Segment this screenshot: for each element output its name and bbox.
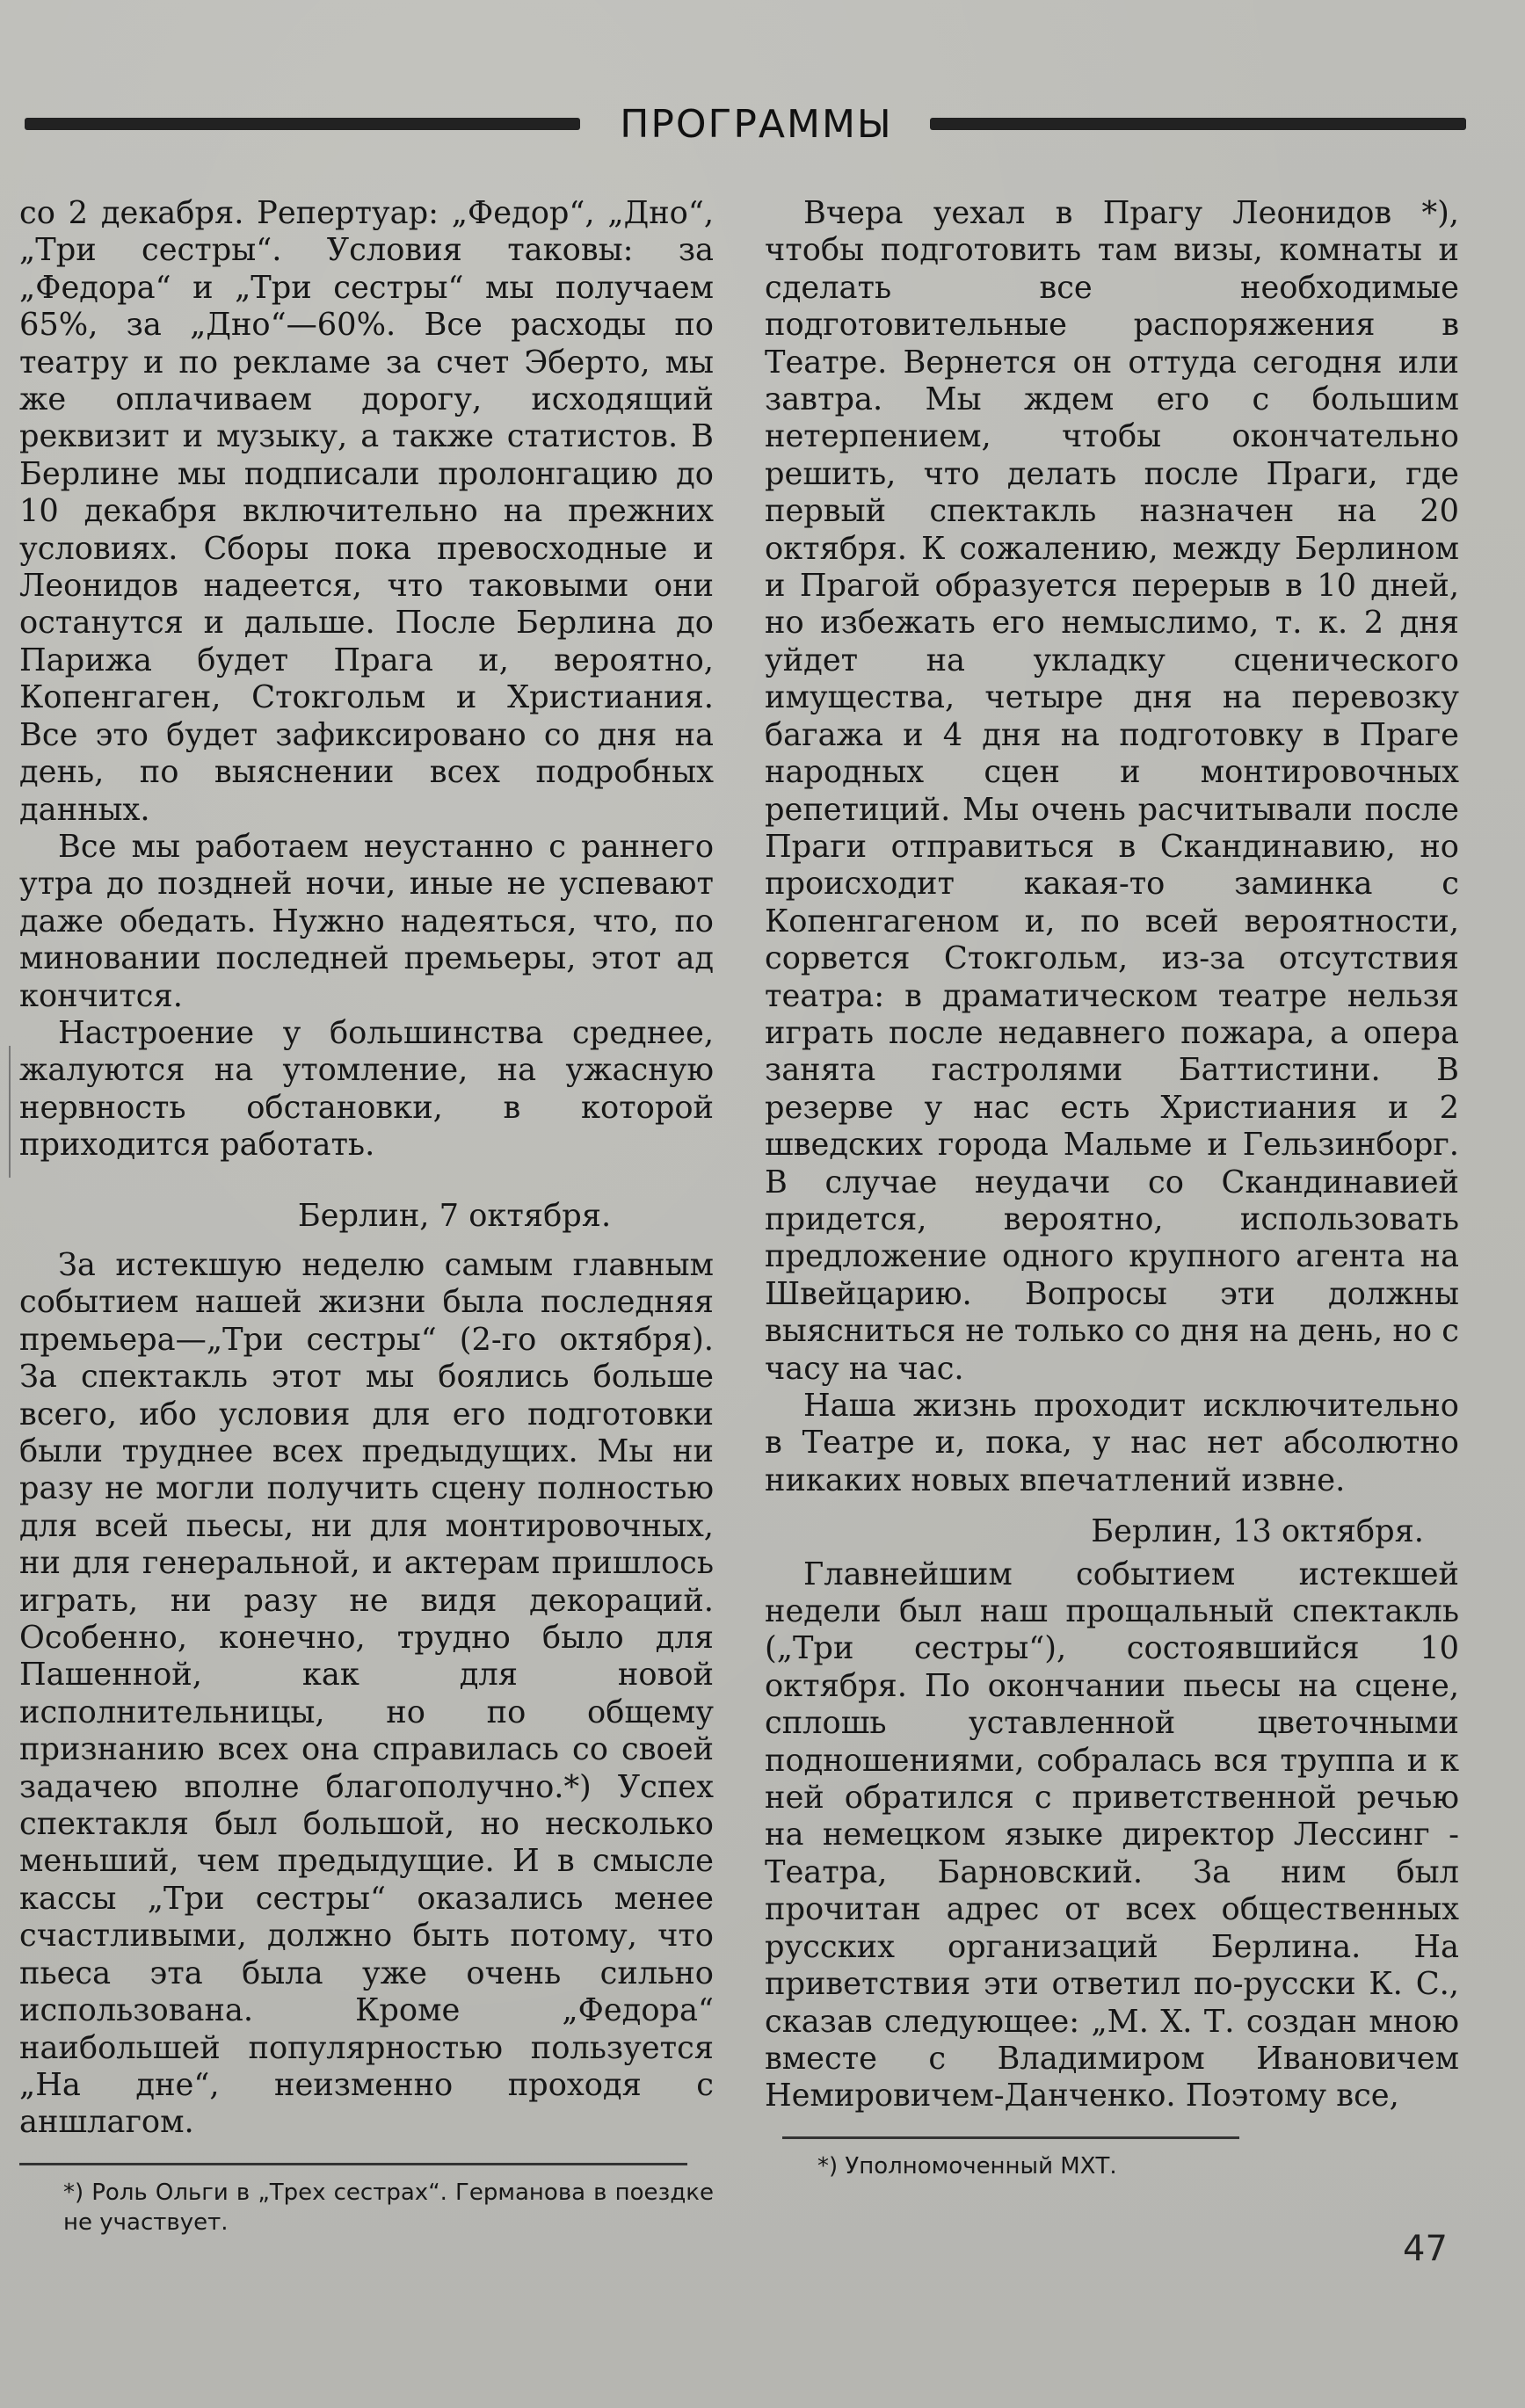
margin-mark [9,1046,11,1178]
paragraph: Все мы работаем неустанно с раннего утра до поздней ночи, иные не успевают даже обедать. Нужно надеяться, что, по миновании последней премьеры, этот ад кончится. [19,828,714,1014]
dateline: Берлин, 13 октября. [1091,1513,1424,1550]
footnote: *) Роль Ольги в „Трех сестрах“. Германова в поездке не участвует. [63,2179,714,2236]
footnote: *) Уполномоченный МХТ. [817,2152,1117,2180]
paragraph: За истекшую неделю самым главным событием нашей жизни была последняя премьера—„Три сестры“ (2-го октября). За спектакль этот мы боялись больше всего, ибо условия для его подготовки были труднее всех предыдущих. Мы ни разу не могли получить сцену полностью для всей пьесы, ни для монтировочных, ни для генеральной, и актерам пришлось играть, ни разу не видя декораций. Особенно, конечно, трудно было для Пашенной, как для новой исполнительницы, но по общему признанию всех она справилась со своей задачею вполне благополучно.*) Успех спектакля был большой, но несколько меньший, чем предыдущие. И в смысле кассы „Три сестры“ оказались менее счастливыми, должно быть потому, что пьеса эта была уже очень сильно использована. Кроме „Федора“ наибольшей популярностью пользуется „На дне“, неизменно проходя с аншлагом. [19,1246,714,2141]
paragraph: Главнейшим событием истекшей недели был наш прощальный спектакль („Три сестры“), состоявшийся 10 октября. По окончании пьесы на сцене, сплошь уставленной цветочными подношениями, собралась вся труппа и к ней обратился с приветственной речью на немецком языке директор Лессинг - Театра, Барновский. За ним был прочитан адрес от всех общественных русских организаций Берлина. На приветствия эти ответил по-русски К. С., сказав следующее: „М. Х. Т. создан мною вместе с Владимиром Ивановичем Немировичем-Данченко. Поэтому все, [765,1556,1459,2114]
paragraph: Настроение у большинства среднее, жалуются на утомление, на ужасную нервность обстановки, в которой приходится работать. [19,1014,714,1164]
paragraph: со 2 декабря. Репертуар: „Федор“, „Дно“, „Три сестры“. Условия таковы: за „Федора“ и „Три сестры“ мы получаем 65%, за „Дно“—60%. Все расходы по театру и по рекламе за счет Эберто, мы же оплачиваем дорогу, исходящий реквизит и музыку, а также статистов. В Берлине мы подписали пролонгацию до 10 декабря включительно на прежних условиях. Сборы пока превосходные и Леонидов надеется, что таковыми они останутся и дальше. После Берлина до Парижа будет Прага и, вероятно, Копенгаген, Стокгольм и Христиания. Все это будет зафиксировано со дня на день, по выяснении всех подробных данных. [19,195,714,828]
right-column [765,195,1459,2181]
paragraph: Наша жизнь проходит исключительно в Театре и, пока, у нас нет абсолютно никаких новых впечатлений извне. [765,1388,1459,1498]
header-rule-left [25,118,580,130]
page-number: 47 [1403,2229,1448,2269]
section-title: ПРОГРАММЫ [620,102,893,147]
footnote-divider [19,2163,687,2165]
header-rule-right [930,118,1466,130]
footnote-divider [782,2136,1239,2139]
left-column [19,195,714,2238]
dateline: Берлин, 7 октября. [297,1197,612,1234]
paragraph: Вчера уехал в Прагу Леонидов *), чтобы подготовить там визы, комнаты и сделать все необходимые подготовительные распоряжения в Театре. Вернется он оттуда сегодня или завтра. Мы ждем его с большим нетерпением, чтобы окончательно решить, что делать после Праги, где первый спектакль назначен на 20 октября. К сожалению, между Берлином и Прагой образуется перерыв в 10 дней, но избежать его немыслимо, т. к. 2 дня уйдет на укладку сценического имущества, четыре дня на перевозку багажа и 4 дня на подготовку в Праге народных сцен и монтировочных репетиций. Мы очень расчитывали после Праги отправиться в Скандинавию, но происходит какая-то заминка с Копенгагеном и, по всей вероятности, сорвется Стокгольм, из-за отсутствия театра: в драматическом театре нельзя играть после недавнего пожара, а опера занята гастролями Баттистини. В резерве у нас есть Христиания и 2 шведских города Мальме и Гельзинборг. В случае неудачи со Скандинавией придется, вероятно, использовать предложение одного крупного агента на Швейцарию. Вопросы эти должны выясниться не только со дня на день, но с часу на час. [765,195,1459,1387]
section-header [25,98,1466,151]
